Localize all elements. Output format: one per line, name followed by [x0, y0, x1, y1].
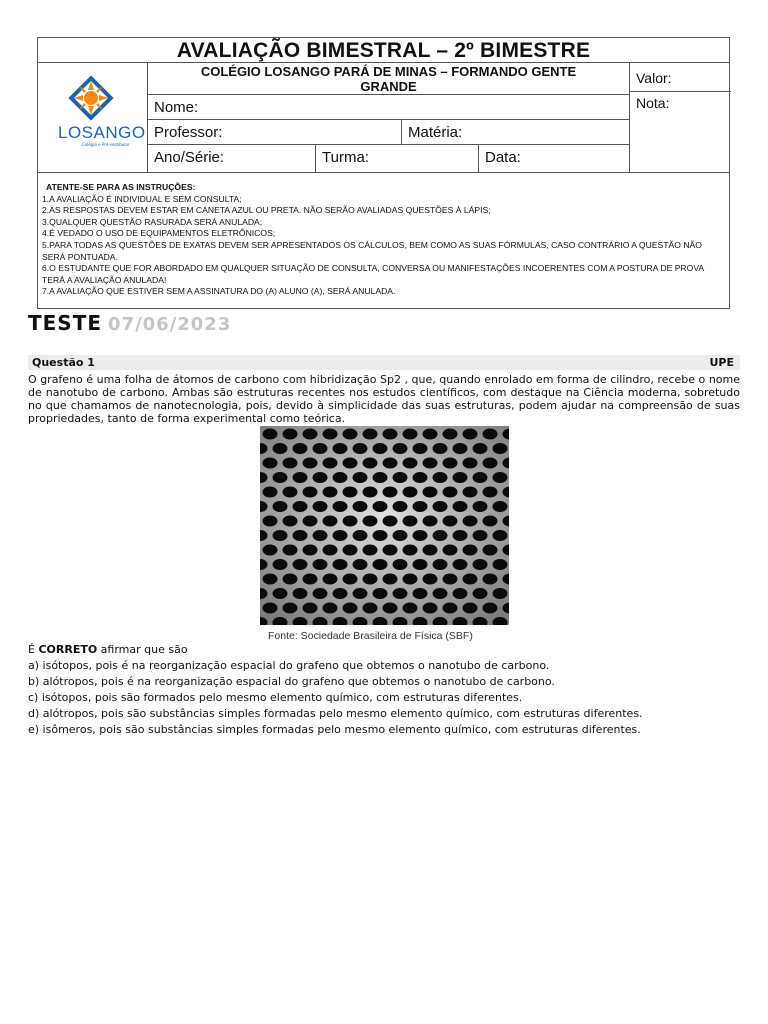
- graphene-hole: [363, 429, 378, 440]
- graphene-hole: [333, 443, 348, 454]
- graphene-hole: [343, 574, 358, 585]
- graphene-hole: [433, 472, 448, 483]
- graphene-hole: [263, 487, 278, 498]
- graphene-hole: [343, 487, 358, 498]
- graphene-hole: [393, 559, 408, 570]
- nota-field: Nota:: [636, 95, 670, 111]
- graphene-hole: [373, 530, 388, 541]
- graphene-hole: [443, 574, 458, 585]
- graphene-hole: [343, 429, 358, 440]
- graphene-hole: [453, 443, 468, 454]
- valor-field: Valor:: [630, 62, 731, 92]
- graphene-hole: [353, 443, 368, 454]
- graphene-hole: [483, 487, 498, 498]
- graphene-hole: [263, 603, 278, 614]
- graphene-hole: [403, 574, 418, 585]
- graphene-hole: [323, 545, 338, 556]
- nome-label: Nome:: [154, 99, 199, 116]
- graphene-hole: [383, 458, 398, 469]
- question-text: O grafeno é uma folha de átomos de carbono com hibridização Sp2 , que, quando enrolado em forma de cilindro, recebe o nome de nanotubo de carbono. Ambas são estruturas recentes nos estudos científicos, com destaque na Ciência moderna, sobretudo no que chamamos de nanotecnologia, pois, devido à simplicidade das suas estruturas, podem ajudar na compreensão de suas propriedades, tanto de forma experimental como teórica.: [28, 373, 740, 425]
- graphene-hole: [403, 487, 418, 498]
- graphene-hole: [473, 530, 488, 541]
- graphene-hole: [373, 559, 388, 570]
- graphene-hole: [433, 588, 448, 599]
- graphene-hole: [403, 545, 418, 556]
- logo-emblem-icon: [63, 70, 123, 130]
- instruction-item: 3.QUALQUER QUESTÃO RASURADA SERÁ ANULADA;: [42, 216, 263, 227]
- graphene-hole: [313, 472, 328, 483]
- graphene-hole: [313, 530, 328, 541]
- graphene-hole: [313, 588, 328, 599]
- graphene-hole: [363, 603, 378, 614]
- graphene-hole: [353, 530, 368, 541]
- graphene-hole: [383, 545, 398, 556]
- graphene-hole: [403, 429, 418, 440]
- question-header-bar: [28, 355, 740, 370]
- graphene-hole: [433, 443, 448, 454]
- materia-label: Matéria:: [408, 124, 463, 141]
- graphene-hole: [303, 574, 318, 585]
- graphene-hole: [443, 603, 458, 614]
- stem-prefix: É: [28, 643, 39, 656]
- graphene-hole: [353, 559, 368, 570]
- graphene-hole: [293, 443, 308, 454]
- graphene-hole: [273, 443, 288, 454]
- graphene-hole: [353, 472, 368, 483]
- nome-row: [148, 95, 630, 120]
- question-stem: [28, 643, 188, 656]
- graphene-hole: [393, 588, 408, 599]
- graphene-hole: [423, 603, 438, 614]
- graphene-hole: [283, 516, 298, 527]
- school-name-line1: COLÉGIO LOSANGO PARÁ DE MINAS – FORMANDO GENTE: [200, 64, 577, 79]
- graphene-hole: [373, 588, 388, 599]
- graphene-hole: [423, 429, 438, 440]
- graphene-hole: [303, 458, 318, 469]
- graphene-hole: [493, 472, 508, 483]
- divider: [315, 145, 316, 172]
- graphene-hole: [473, 501, 488, 512]
- graphene-hole: [273, 588, 288, 599]
- graphene-hole: [353, 501, 368, 512]
- graphene-hole: [323, 429, 338, 440]
- graphene-hole: [283, 603, 298, 614]
- graphene-hole: [453, 530, 468, 541]
- graphene-hole: [383, 487, 398, 498]
- graphene-hole: [483, 429, 498, 440]
- graphene-hole: [433, 501, 448, 512]
- professor-row: [148, 120, 630, 145]
- graphene-hole: [363, 458, 378, 469]
- graphene-hole: [483, 574, 498, 585]
- graphene-hole: [343, 458, 358, 469]
- test-heading: [28, 311, 231, 335]
- graphene-hole: [343, 603, 358, 614]
- graphene-hole: [283, 458, 298, 469]
- graphene-hole: [493, 559, 508, 570]
- graphene-hole: [473, 472, 488, 483]
- graphene-hole: [283, 487, 298, 498]
- turma-label: Turma:: [322, 149, 369, 166]
- graphene-hole: [413, 501, 428, 512]
- graphene-hole: [293, 530, 308, 541]
- graphene-hole: [263, 458, 278, 469]
- graphene-hole: [323, 516, 338, 527]
- graphene-hole: [463, 574, 478, 585]
- graphene-hole: [383, 603, 398, 614]
- question-source: UPE: [709, 356, 734, 369]
- divider: [401, 120, 402, 145]
- option-c[interactable]: c) isótopos, pois são formados pelo mesmo elemento químico, com estruturas diferentes.: [28, 691, 523, 704]
- professor-label: Professor:: [154, 124, 223, 141]
- question-number: Questão 1: [32, 356, 95, 369]
- graphene-hole: [453, 559, 468, 570]
- graphene-hole: [283, 545, 298, 556]
- graphene-hole: [263, 545, 278, 556]
- graphene-hole: [433, 559, 448, 570]
- graphene-hole: [343, 516, 358, 527]
- instruction-item: 4.É VEDADO O USO DE EQUIPAMENTOS ELETRÔNICOS;: [42, 228, 276, 239]
- graphene-hole: [343, 545, 358, 556]
- graphene-hole: [293, 588, 308, 599]
- graphene-hole: [303, 429, 318, 440]
- graphene-hole: [263, 429, 278, 440]
- graphene-hole: [463, 429, 478, 440]
- graphene-hole: [373, 501, 388, 512]
- option-b[interactable]: b) alótropos, pois é na reorganização espacial do grafeno que obtemos o nanotubo de carbono.: [28, 675, 555, 688]
- graphene-hole: [333, 559, 348, 570]
- graphene-hole: [493, 530, 508, 541]
- graphene-hole: [483, 545, 498, 556]
- graphene-hole: [443, 516, 458, 527]
- graphene-hole: [473, 443, 488, 454]
- graphene-hole: [403, 458, 418, 469]
- graphene-hole: [303, 516, 318, 527]
- graphene-hole: [443, 545, 458, 556]
- graphene-hole: [413, 443, 428, 454]
- graphene-hole: [413, 588, 428, 599]
- graphene-hole: [433, 530, 448, 541]
- graphene-hole: [273, 501, 288, 512]
- graphene-hole: [423, 574, 438, 585]
- test-date: 07/06/2023: [108, 314, 232, 335]
- graphene-hole: [353, 588, 368, 599]
- graphene-hole: [473, 588, 488, 599]
- graphene-hole: [393, 530, 408, 541]
- anoserie-label: Ano/Série:: [154, 149, 225, 166]
- graphene-hole: [313, 559, 328, 570]
- graphene-hole: [443, 429, 458, 440]
- graphene-hole: [453, 472, 468, 483]
- graphene-hole: [383, 516, 398, 527]
- graphene-hole: [383, 574, 398, 585]
- graphene-hole: [373, 443, 388, 454]
- instruction-item: 2.AS RESPOSTAS DEVEM ESTAR EM CANETA AZUL OU PRETA. NÃO SERÃO AVALIADAS QUESTÕES À LÁPIS;: [42, 205, 491, 216]
- graphene-hole: [413, 559, 428, 570]
- graphene-hole: [273, 559, 288, 570]
- graphene-hole: [403, 603, 418, 614]
- graphene-hole: [363, 516, 378, 527]
- graphene-hole: [303, 487, 318, 498]
- graphene-hole: [273, 530, 288, 541]
- stem-bold: CORRETO: [38, 643, 98, 656]
- option-d[interactable]: d) alótropos, pois são substâncias simples formadas pelo mesmo elemento químico, com estruturas diferentes.: [28, 707, 643, 720]
- data-label: Data:: [485, 149, 521, 166]
- graphene-hole: [293, 472, 308, 483]
- school-name-line2: GRANDE: [360, 79, 417, 94]
- graphene-hole: [453, 501, 468, 512]
- school-name: [148, 62, 630, 95]
- graphene-hole: [453, 588, 468, 599]
- graphene-hole: [483, 516, 498, 527]
- graphene-hole: [263, 516, 278, 527]
- option-a[interactable]: a) isótopos, pois é na reorganização espacial do grafeno que obtemos o nanotubo de carbono.: [28, 659, 550, 672]
- graphene-hole: [383, 429, 398, 440]
- graphene-hole: [373, 472, 388, 483]
- figure-caption: Fonte: Sociedade Brasileira de Física (SBF): [268, 630, 473, 642]
- graphene-hole: [363, 487, 378, 498]
- school-logo: [38, 62, 148, 172]
- stem-suffix: afirmar que são: [97, 643, 188, 656]
- graphene-hole: [283, 574, 298, 585]
- test-label: TESTE: [28, 311, 103, 335]
- graphene-hole: [393, 501, 408, 512]
- graphene-hole: [363, 545, 378, 556]
- graphene-hole: [313, 443, 328, 454]
- exam-title: AVALIAÇÃO BIMESTRAL – 2º BIMESTRE: [38, 38, 729, 63]
- graphene-hole: [443, 458, 458, 469]
- graphene-hole: [423, 487, 438, 498]
- graphene-hole: [423, 516, 438, 527]
- graphene-hole: [483, 458, 498, 469]
- instructions-title: ATENTE-SE PARA AS INSTRUÇÕES:: [46, 182, 196, 192]
- answer-options: [28, 658, 643, 738]
- graphene-hole: [323, 458, 338, 469]
- graphene-hole: [413, 472, 428, 483]
- instructions-box: [38, 172, 729, 310]
- graphene-hole: [263, 574, 278, 585]
- divider: [478, 145, 479, 172]
- instruction-item: 5.PARA TODAS AS QUESTÕES DE EXATAS DEVEM SER APRESENTADOS OS CÁLCULOS, BEM COMO AS SUAS FÓRMULAS, CASO CONTRÁRIO A QUESTÃO NÃO SERÁ PONTUADA.: [42, 239, 702, 262]
- graphene-hole: [463, 545, 478, 556]
- graphene-hole: [463, 516, 478, 527]
- graphene-hole: [463, 487, 478, 498]
- graphene-hole: [463, 603, 478, 614]
- graphene-hole: [323, 574, 338, 585]
- graphene-hole: [403, 516, 418, 527]
- option-e[interactable]: e) isômeros, pois são substâncias simples formadas pelo mesmo elemento químico, com estruturas diferentes.: [28, 723, 641, 736]
- graphene-hole: [323, 487, 338, 498]
- graphene-hole: [333, 501, 348, 512]
- graphene-hole: [423, 545, 438, 556]
- graphene-hole: [333, 588, 348, 599]
- graphene-hole: [293, 501, 308, 512]
- instruction-item: 7.A AVALIAÇÃO QUE ESTIVER SEM A ASSINATURA DO (A) ALUNO (A), SERÁ ANULADA.: [42, 286, 396, 297]
- graphene-hole: [333, 472, 348, 483]
- graphene-hole: [493, 588, 508, 599]
- graphene-hole: [393, 443, 408, 454]
- graphene-hole: [283, 429, 298, 440]
- graphene-hole: [463, 458, 478, 469]
- graphene-hole: [363, 574, 378, 585]
- graphene-hole: [393, 472, 408, 483]
- graphene-image: [260, 426, 509, 625]
- graphene-hole: [413, 530, 428, 541]
- graphene-hole: [483, 603, 498, 614]
- graphene-hole: [313, 501, 328, 512]
- graphene-hole: [303, 603, 318, 614]
- graphene-hole: [423, 458, 438, 469]
- instruction-item: 6.O ESTUDANTE QUE FOR ABORDADO EM QUALQUER SITUAÇÃO DE CONSULTA, CONVERSA OU MANIFESTAÇÕES INCOERENTES COM A POSTURA DE PROVA TERÁ A AVALIAÇÃO ANULADA!: [42, 263, 704, 285]
- graphene-hole: [273, 472, 288, 483]
- graphene-hole: [493, 501, 508, 512]
- instruction-item: 1.A AVALIAÇÃO É INDIVIDUAL E SEM CONSULTA;: [42, 193, 242, 204]
- graphene-hole: [303, 545, 318, 556]
- graphene-hole: [493, 443, 508, 454]
- graphene-hole: [443, 487, 458, 498]
- exam-header: [37, 37, 730, 309]
- logo-tagline: Colégio e Pré-vestibular: [82, 142, 130, 147]
- graphene-hole: [333, 530, 348, 541]
- graphene-hole: [293, 559, 308, 570]
- graphene-hole: [323, 603, 338, 614]
- anoserie-row: [148, 145, 630, 172]
- logo-wordmark: LOSANGO: [58, 123, 146, 142]
- graphene-hole: [473, 559, 488, 570]
